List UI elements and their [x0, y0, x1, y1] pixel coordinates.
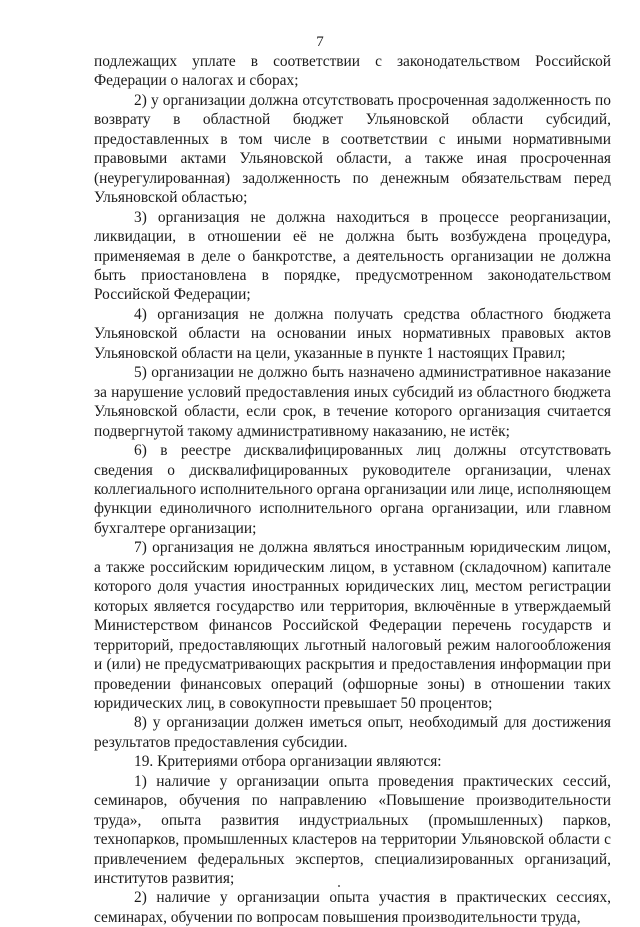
- paragraph: 4) организация не должна получать средства областного бюджета Ульяновской области на основании иных нормативных правовых актов Ульяновской области на цели, указанные в пункте 1 настоящих Правил;: [94, 305, 611, 362]
- paragraph: 7) организация не должна являться иностранным юридическим лицом, а также российским юридическим лицом, в уставном (складочном) капитале которого доля участия иностранных юридических лиц, местом регистрации которых является государство или территория, включённые в утверждаемый Министерством финансов Российской Федерации перечень государств и территорий, предоставляющих льготный налоговый режим налогообложения и (или) не предусматривающих раскрытия и предоставления информации при проведении финансовых операций (офшорные зоны) в отношении таких юридических лиц, в совокупности превышает 50 процентов;: [94, 539, 611, 712]
- paragraph: 8) у организации должен иметься опыт, необходимый для достижения результатов предоставления субсидии.: [94, 714, 611, 751]
- paragraph: подлежащих уплате в соответствии с законодательством Российской Федерации о налогах и сборах;: [94, 53, 611, 90]
- paragraph: 19. Критериями отбора организации являются:: [134, 753, 442, 771]
- paragraph: 2) наличие у организации опыта участия в практических сессиях, семинарах, обучении по вопросам повышения производительности труда,: [94, 889, 611, 926]
- page-number: 7: [316, 34, 324, 50]
- paragraph: 1) наличие у организации опыта проведения практических сессий, семинаров, обучения по направлению «Повышение производительности труда», опыта развития индустриальных (промышленных) парков, технопарков, промышленных кластеров на территории Ульяновской области с привлечением федеральных экспертов, специализированных организаций, институтов развития;: [94, 772, 611, 888]
- paragraph: 3) организация не должна находиться в процессе реорганизации, ликвидации, в отношении её не должна быть возбуждена процедура, применяемая в деле о банкротстве, а деятельность организации не должна быть приостановлена в порядке, предусмотренном законодательством Российской Федерации;: [94, 208, 611, 304]
- paragraph: 2) у организации должна отсутствовать просроченная задолженность по возврату в областной бюджет Ульяновской области субсидий, предоставленных в том числе в соответствии с иными нормативными правовыми актами Ульяновской области, а также иная просроченная (неурегулированная) задолженность по денежным обязательствам перед Ульяновской областью;: [94, 91, 611, 207]
- paragraph: 5) организации не должно быть назначено административное наказание за нарушение условий предоставления иных субсидий из областного бюджета Ульяновской области, если срок, в течение которого организация считается подвергнутой такому административному наказанию, не истёк;: [94, 364, 611, 440]
- scan-dot-mark: [338, 885, 340, 887]
- paragraph: 6) в реестре дисквалифицированных лиц должны отсутствовать сведения о дисквалифицированных руководителе организации, членах коллегиального исполнительного органа организации или лице, исполняющем функции единоличного исполнительного органа организации, или главном бухгалтере организации;: [94, 442, 611, 537]
- document-body: [94, 52, 611, 927]
